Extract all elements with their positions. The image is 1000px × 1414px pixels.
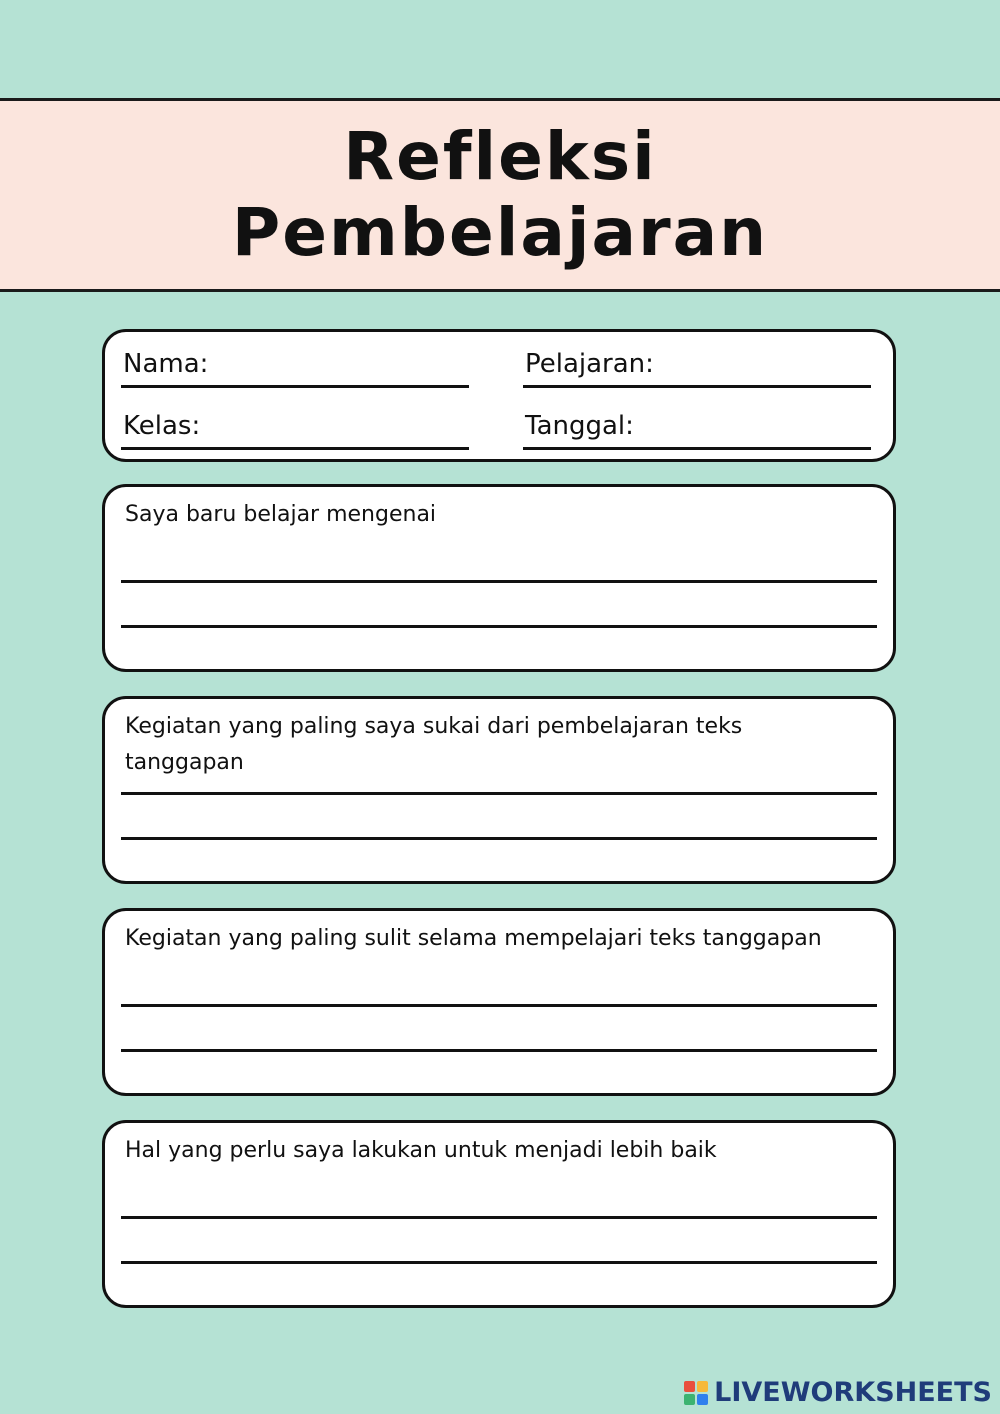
reflection-card-difficult (102, 908, 896, 1096)
answer-line-improve-2[interactable] (121, 1261, 877, 1264)
title-banner (0, 98, 1000, 292)
kelas-field[interactable] (121, 410, 469, 450)
pelajaran-label: Pelajaran: (525, 349, 654, 379)
liveworksheets-watermark (684, 1377, 992, 1408)
watermark-text: LIVEWORKSHEETS (714, 1377, 992, 1408)
prompt-difficult: Kegiatan yang paling sulit selama mempelajari teks tanggapan (125, 926, 822, 951)
page-title-line-2: Pembelajaran (231, 194, 769, 271)
reflection-card-learned (102, 484, 896, 672)
answer-line-learned-1[interactable] (121, 580, 877, 583)
prompt-learned: Saya baru belajar mengenai (125, 502, 437, 527)
answer-line-favorite-2[interactable] (121, 837, 877, 840)
kelas-label: Kelas: (123, 411, 201, 441)
liveworksheets-logo-icon (684, 1381, 708, 1405)
page-title-line-1: Refleksi (343, 118, 657, 195)
student-info-card (102, 329, 896, 462)
answer-line-difficult-2[interactable] (121, 1049, 877, 1052)
reflection-card-favorite (102, 696, 896, 884)
tanggal-field[interactable] (523, 410, 871, 450)
answer-line-difficult-1[interactable] (121, 1004, 877, 1007)
prompt-favorite: Kegiatan yang paling saya sukai dari pembelajaran teks tanggapan (125, 714, 743, 775)
tanggal-label: Tanggal: (525, 411, 634, 441)
answer-line-learned-2[interactable] (121, 625, 877, 628)
nama-label: Nama: (123, 349, 209, 379)
pelajaran-field[interactable] (523, 348, 871, 388)
nama-field[interactable] (121, 348, 469, 388)
prompt-improve: Hal yang perlu saya lakukan untuk menjadi lebih baik (125, 1138, 717, 1163)
answer-line-improve-1[interactable] (121, 1216, 877, 1219)
answer-line-favorite-1[interactable] (121, 792, 877, 795)
reflection-card-improve (102, 1120, 896, 1308)
